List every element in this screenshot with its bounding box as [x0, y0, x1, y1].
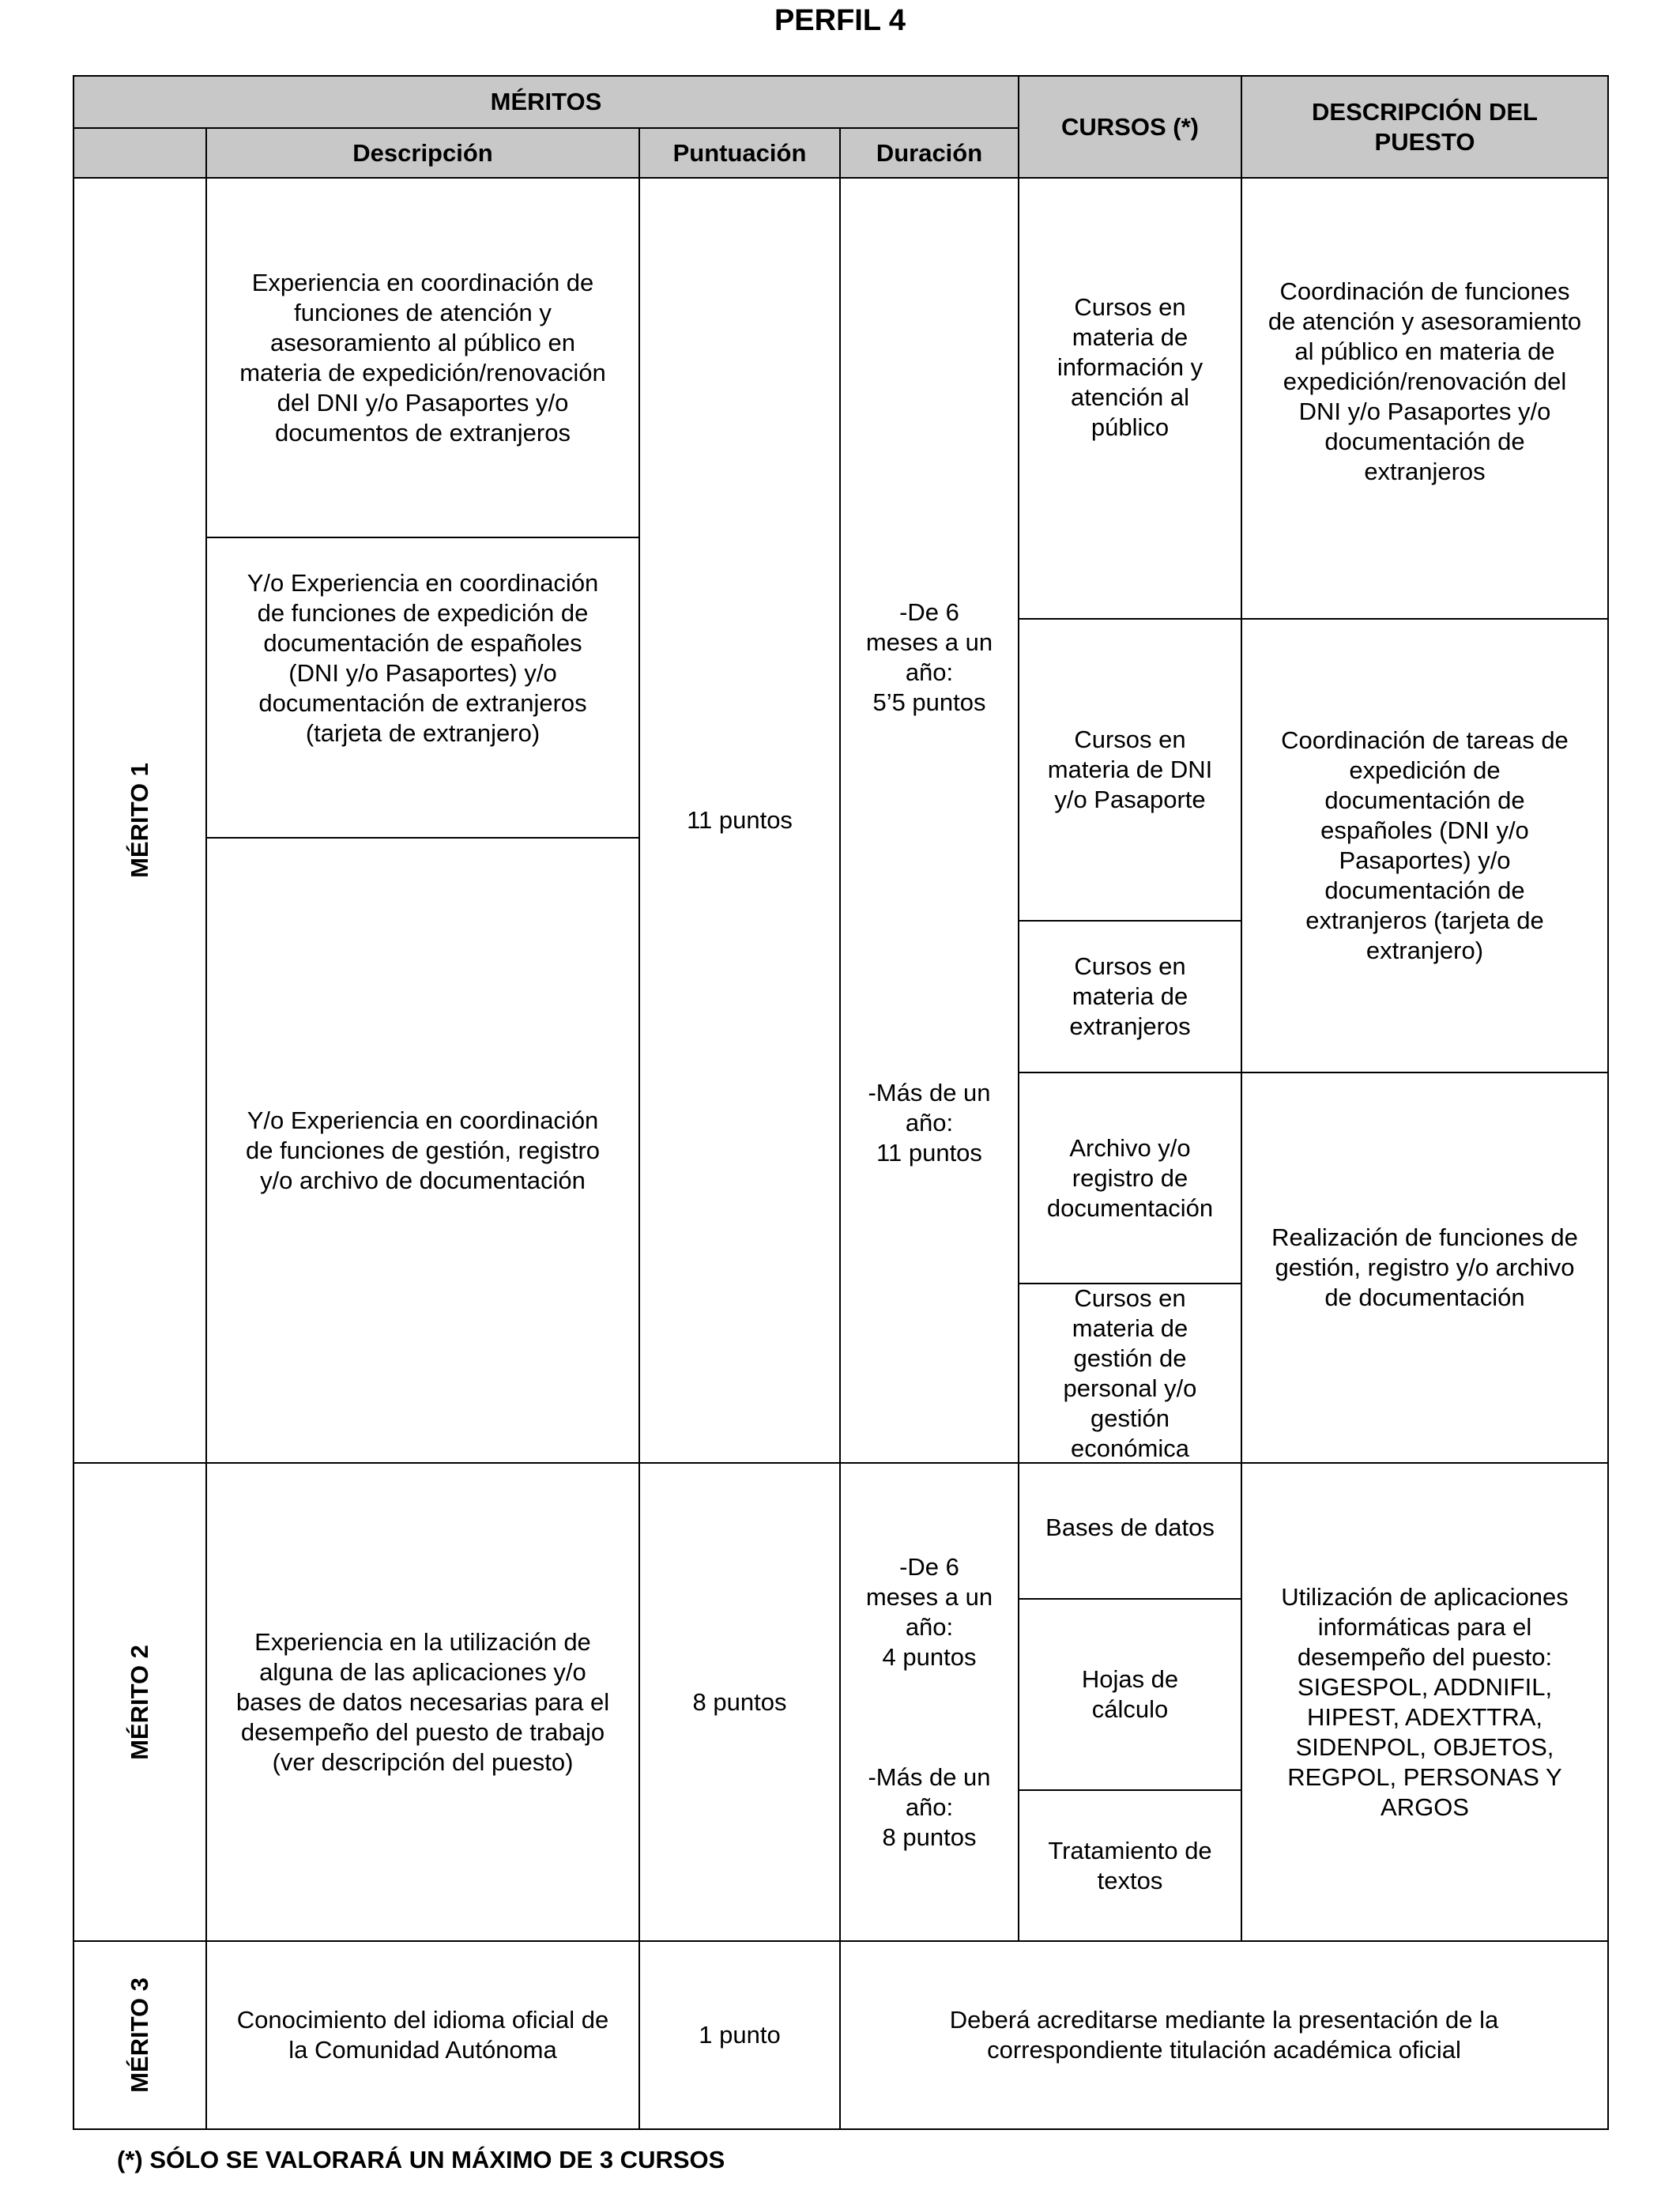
merito1-cursos-3: [1018, 920, 1242, 1073]
merito2-desc-text: [236, 1627, 609, 1777]
text-line: Coordinación de funciones: [1279, 277, 1570, 305]
header-puesto-line: DESCRIPCIÓN DEL: [1312, 97, 1538, 126]
merito3-puntuacion-value: 1 punto: [699, 2021, 781, 2049]
text-line: materia de: [1072, 982, 1188, 1010]
spacer: [866, 1672, 993, 1762]
merito2-puesto: [1241, 1462, 1609, 1942]
merito1-cursos-5: [1018, 1283, 1242, 1464]
text-line: documentos de extranjeros: [275, 418, 571, 447]
merito1-puesto-1-text: [1268, 277, 1581, 487]
spacer: [866, 718, 993, 1078]
header-cursos: [1018, 75, 1242, 179]
text-line: Cursos en: [1074, 952, 1186, 980]
text-line: gestión de: [1073, 1344, 1187, 1372]
header-cursos-label: CURSOS (*): [1061, 112, 1199, 141]
text-line: materia de DNI: [1047, 756, 1213, 783]
merito1-cursos-1-text: [1057, 292, 1203, 443]
merito2-duracion-text: [866, 1552, 993, 1853]
merito1-desc-3-text: [246, 1106, 600, 1196]
header-duracion: [839, 127, 1019, 179]
text-line: documentación de extranjeros: [258, 689, 587, 717]
merito1-cursos-1: [1018, 177, 1242, 620]
text-line: 11 puntos: [876, 1139, 982, 1167]
text-line: informáticas para el: [1317, 1612, 1532, 1641]
text-line: textos: [1097, 1866, 1163, 1894]
text-line: Experiencia en la utilización de: [254, 1627, 591, 1656]
merito2-cursos-3-text: [1048, 1836, 1211, 1896]
merito2-cursos-2: [1018, 1598, 1242, 1791]
merito1-cursos-2: [1018, 618, 1242, 922]
text-line: DNI y/o Pasaportes y/o: [1298, 398, 1551, 425]
merito2-cursos-3: [1018, 1789, 1242, 1942]
text-line: expedición de: [1349, 756, 1501, 784]
merito2-puntuacion-value: 8 puntos: [692, 1687, 787, 1716]
merito3-label-cell: [73, 1940, 207, 2130]
text-line: alguna de las aplicaciones y/o: [259, 1657, 586, 1686]
text-line: ARGOS: [1381, 1793, 1469, 1821]
text-line: documentación: [1046, 1193, 1214, 1222]
text-line: Cursos en: [1074, 1284, 1186, 1312]
header-merito-label-blank: [73, 127, 207, 179]
text-line: y/o Pasaporte: [1054, 786, 1206, 813]
text-line: asesoramiento al público en: [269, 328, 576, 356]
text-line: económica: [1071, 1434, 1189, 1462]
text-line: año:: [905, 1612, 954, 1641]
text-line: correspondiente titulación académica oficial: [987, 2036, 1461, 2064]
text-line: documentación de: [1324, 428, 1525, 455]
text-line: materia de: [1072, 323, 1188, 351]
merito3-label: MÉRITO 3: [126, 1977, 153, 2093]
text-line: (DNI y/o Pasaportes) y/o: [288, 659, 557, 687]
merito1-puesto-3: [1241, 1072, 1609, 1464]
text-line: atención al: [1071, 383, 1189, 411]
merito1-cursos-4: [1018, 1072, 1242, 1284]
text-line: -Más de un: [868, 1079, 991, 1106]
text-line: público: [1090, 413, 1170, 441]
text-line: -Más de un: [868, 1762, 991, 1791]
header-descripcion: [205, 127, 640, 179]
merito1-cursos-5-text: [1064, 1284, 1197, 1464]
merito1-cursos-2-text: [1048, 725, 1212, 815]
merito3-acreditacion-text: [950, 2005, 1498, 2065]
text-line: Coordinación de tareas de: [1281, 726, 1569, 754]
header-puesto-line: PUESTO: [1374, 127, 1475, 156]
page-title: PERFIL 4: [774, 4, 906, 37]
text-line: del DNI y/o Pasaportes y/o: [277, 388, 569, 417]
merito2-duracion: [839, 1462, 1019, 1942]
text-line: año:: [905, 658, 954, 686]
text-line: Bases de datos: [1045, 1514, 1215, 1541]
text-line: personal y/o: [1063, 1374, 1197, 1402]
text-line: Experiencia en coordinación de: [251, 268, 594, 296]
merito1-puesto-2-text: [1281, 726, 1569, 966]
text-line: de atención y asesoramiento: [1268, 307, 1582, 335]
merito1-label-cell: [73, 177, 207, 1464]
merito1-desc-2: [205, 537, 640, 839]
text-line: bases de datos necesarias para el: [235, 1687, 610, 1716]
text-line: Tratamiento de: [1048, 1836, 1212, 1864]
merito3-acreditacion: [839, 1940, 1609, 2130]
merito1-cursos-3-text: [1069, 952, 1190, 1042]
merito1-puesto-1: [1241, 177, 1609, 620]
merito1-cursos-4-text: [1047, 1133, 1213, 1223]
text-line: meses a un: [865, 628, 993, 656]
text-line: materia de expedición/renovación: [239, 358, 606, 386]
text-line: al público en materia de: [1294, 337, 1555, 365]
text-line: SIDENPOL, OBJETOS,: [1295, 1732, 1554, 1761]
text-line: 8 puntos: [882, 1823, 977, 1851]
text-line: 5’5 puntos: [872, 688, 986, 716]
text-line: información y: [1057, 353, 1203, 381]
merito2-label: MÉRITO 2: [126, 1644, 153, 1760]
merito1-puesto-3-text: [1271, 1223, 1578, 1313]
merito3-desc-text: [237, 2005, 608, 2065]
merito1-label: MÉRITO 1: [126, 763, 153, 878]
text-line: extranjeros: [1069, 1012, 1191, 1040]
text-line: registro de: [1072, 1163, 1188, 1192]
text-line: -De 6: [899, 598, 959, 626]
text-line: REGPOL, PERSONAS Y: [1287, 1762, 1562, 1791]
merito2-cursos-2-text: [1082, 1664, 1178, 1725]
text-line: meses a un: [865, 1582, 993, 1611]
text-line: funciones de atención y: [294, 298, 552, 326]
text-line: Y/o Experiencia en coordinación: [247, 569, 599, 597]
text-line: extranjero): [1365, 937, 1484, 964]
text-line: 4 puntos: [882, 1642, 977, 1671]
text-line: Realización de funciones de: [1271, 1223, 1578, 1251]
text-line: año:: [905, 1109, 954, 1137]
text-line: (tarjeta de extranjero): [305, 719, 541, 747]
text-line: Deberá acreditarse mediante la presentación de la: [949, 2006, 1499, 2034]
merito1-puesto-2: [1241, 618, 1609, 1073]
merito1-desc-2-text: [247, 568, 599, 748]
text-line: Hojas de: [1081, 1665, 1179, 1693]
merito2-puesto-text: [1281, 1582, 1569, 1823]
text-line: gestión: [1090, 1404, 1170, 1432]
text-line: -De 6: [899, 1552, 959, 1581]
merito1-puntuacion: [638, 177, 841, 1464]
merito2-puntuacion: [638, 1462, 841, 1942]
text-line: materia de: [1072, 1314, 1188, 1342]
text-line: la Comunidad Autónoma: [288, 2036, 557, 2064]
header-puntuacion-label: Puntuación: [672, 138, 807, 167]
text-line: y/o archivo de documentación: [260, 1166, 586, 1194]
text-line: extranjeros (tarjeta de: [1305, 907, 1544, 934]
text-line: de funciones de gestión, registro: [245, 1136, 601, 1164]
footnote: (*) SÓLO SE VALORARÁ UN MÁXIMO DE 3 CURSOS: [117, 2146, 725, 2173]
text-line: Utilización de aplicaciones: [1281, 1582, 1569, 1611]
text-line: Cursos en: [1074, 726, 1186, 753]
text-line: Pasaportes) y/o: [1339, 846, 1511, 874]
text-line: Archivo y/o: [1069, 1133, 1191, 1162]
merito1-puntuacion-value: 11 puntos: [687, 806, 793, 834]
text-line: Cursos en: [1074, 293, 1186, 321]
header-descripcion-label: Descripción: [352, 138, 493, 167]
merito3-puntuacion: [638, 1940, 841, 2130]
text-line: de documentación: [1324, 1284, 1525, 1311]
merito1-desc-1: [205, 177, 640, 538]
merito2-desc: [205, 1462, 640, 1942]
text-line: gestión, registro y/o archivo: [1275, 1253, 1575, 1281]
text-line: Conocimiento del idioma oficial de: [236, 2006, 609, 2034]
merito3-desc: [205, 1940, 640, 2130]
text-line: Y/o Experiencia en coordinación: [247, 1106, 599, 1134]
header-duracion-label: Duración: [876, 138, 983, 167]
text-line: desempeño del puesto:: [1297, 1642, 1553, 1671]
text-line: HIPEST, ADEXTTRA,: [1306, 1702, 1543, 1731]
text-line: documentación de españoles: [263, 629, 582, 657]
text-line: cálculo: [1091, 1695, 1169, 1723]
header-descripcion-puesto: [1241, 75, 1609, 179]
text-line: españoles (DNI y/o: [1320, 816, 1529, 844]
header-meritos: [73, 75, 1019, 129]
text-line: SIGESPOL, ADDNIFIL,: [1297, 1672, 1553, 1701]
text-line: documentación de: [1324, 876, 1525, 904]
text-line: extranjeros: [1364, 458, 1486, 485]
text-line: desempeño del puesto de trabajo: [240, 1717, 605, 1746]
text-line: documentación de: [1324, 786, 1525, 814]
text-line: (ver descripción del puesto): [272, 1747, 574, 1776]
merito2-cursos-1: [1018, 1462, 1242, 1600]
merito1-desc-1-text: [239, 268, 606, 448]
header-meritos-label: MÉRITOS: [490, 88, 602, 115]
merito1-desc-3: [205, 837, 640, 1464]
text-line: expedición/renovación del: [1283, 368, 1567, 395]
merito1-duracion-text: [866, 598, 993, 1168]
merito1-duracion: [839, 177, 1019, 1464]
text-line: de funciones de expedición de: [257, 599, 589, 627]
text-line: año:: [905, 1793, 954, 1821]
header-puntuacion: [638, 127, 841, 179]
merito2-label-cell: [73, 1462, 207, 1942]
